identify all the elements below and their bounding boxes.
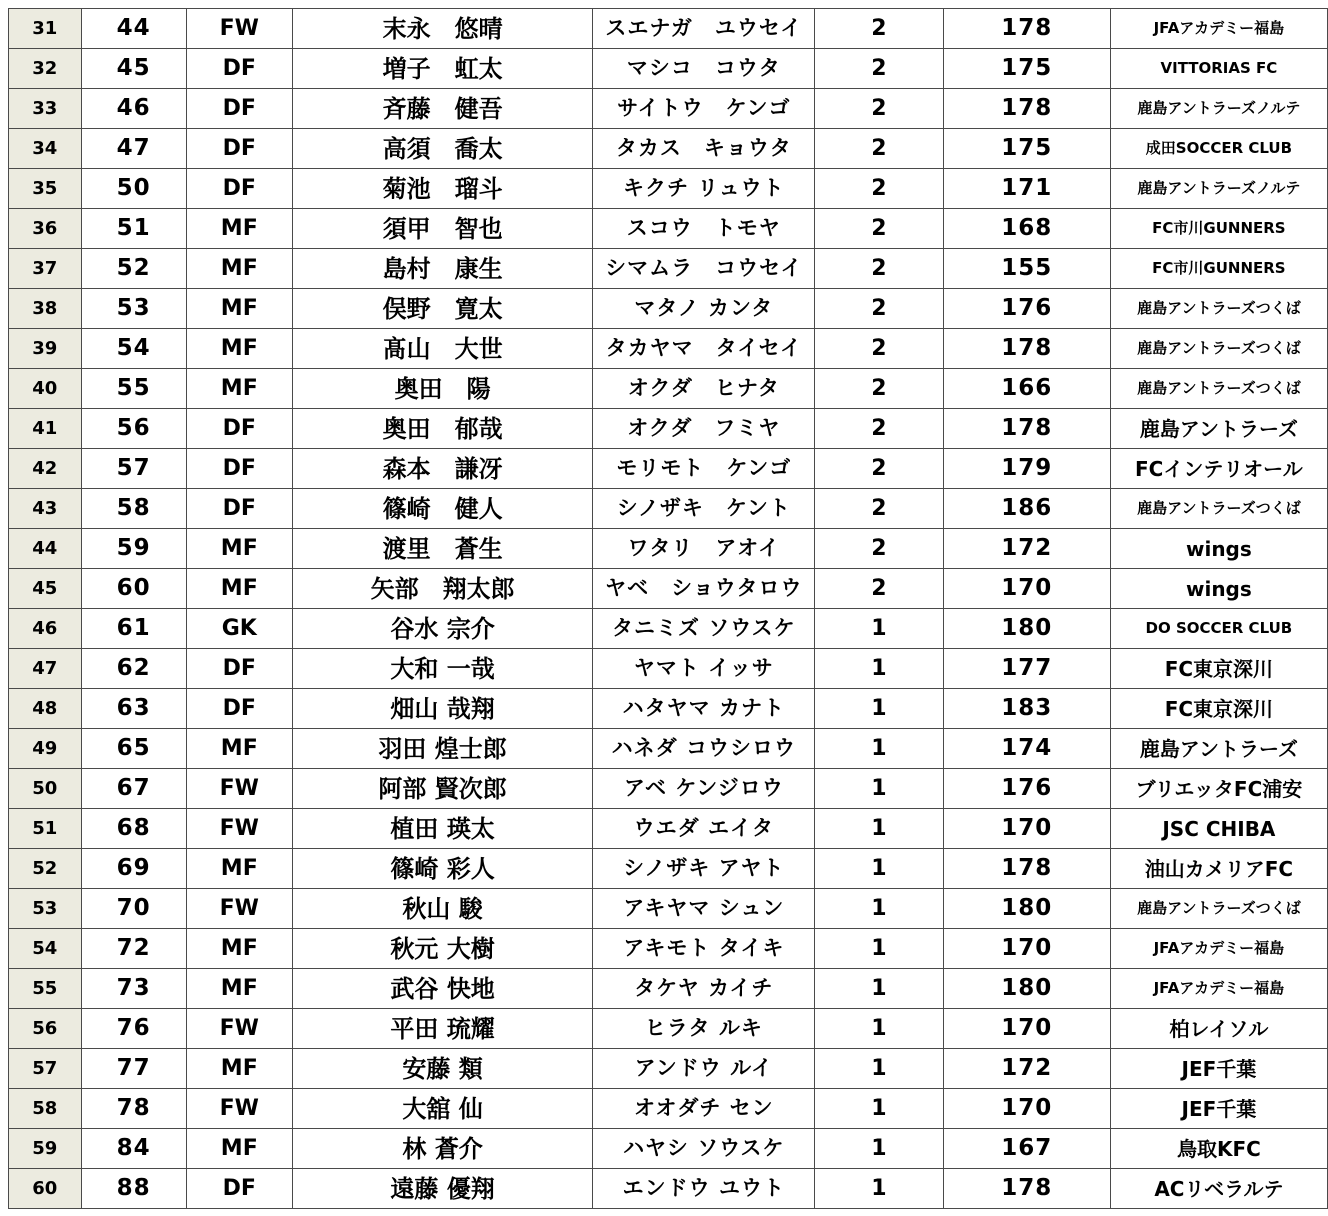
jersey-number: 51 [81, 209, 186, 249]
grade: 2 [815, 289, 944, 329]
row-index: 36 [9, 209, 82, 249]
table-row [9, 409, 1328, 449]
player-name-kana: アキモト タイキ [593, 929, 815, 969]
player-name-kana: マシコ コウタ [593, 49, 815, 89]
jersey-number: 52 [81, 249, 186, 289]
former-club: JEF千葉 [1110, 1049, 1327, 1089]
player-name-kana: ワタリ アオイ [593, 529, 815, 569]
table-row [9, 609, 1328, 649]
table-row [9, 929, 1328, 969]
player-name: 斉藤 健吾 [292, 89, 593, 129]
grade: 1 [815, 609, 944, 649]
player-name-kana: アキヤマ シュン [593, 889, 815, 929]
height: 186 [943, 489, 1110, 529]
player-name-kana: シマムラ コウセイ [593, 249, 815, 289]
player-name-kana: オオダチ セン [593, 1089, 815, 1129]
height: 170 [943, 1009, 1110, 1049]
roster-body [9, 9, 1328, 1209]
grade: 2 [815, 489, 944, 529]
player-name: 植田 瑛太 [292, 809, 593, 849]
row-index: 41 [9, 409, 82, 449]
jersey-number: 62 [81, 649, 186, 689]
player-name-kana: シノザキ ケント [593, 489, 815, 529]
table-row [9, 89, 1328, 129]
player-name: 谷水 宗介 [292, 609, 593, 649]
grade: 2 [815, 329, 944, 369]
player-name-kana: オクダ フミヤ [593, 409, 815, 449]
jersey-number: 77 [81, 1049, 186, 1089]
height: 175 [943, 129, 1110, 169]
table-row [9, 969, 1328, 1009]
former-club: FC市川GUNNERS [1110, 209, 1327, 249]
height: 177 [943, 649, 1110, 689]
position: MF [186, 849, 292, 889]
table-row [9, 449, 1328, 489]
table-row [9, 889, 1328, 929]
former-club: 鹿島アントラーズノルテ [1110, 89, 1327, 129]
player-name: 髙山 大世 [292, 329, 593, 369]
height: 178 [943, 329, 1110, 369]
jersey-number: 54 [81, 329, 186, 369]
row-index: 32 [9, 49, 82, 89]
position: MF [186, 289, 292, 329]
player-name: 安藤 類 [292, 1049, 593, 1089]
table-row [9, 129, 1328, 169]
row-index: 45 [9, 569, 82, 609]
row-index: 49 [9, 729, 82, 769]
player-name: 須甲 智也 [292, 209, 593, 249]
row-index: 47 [9, 649, 82, 689]
table-row [9, 289, 1328, 329]
grade: 1 [815, 809, 944, 849]
player-name-kana: ハヤシ ソウスケ [593, 1129, 815, 1169]
table-row [9, 369, 1328, 409]
grade: 2 [815, 249, 944, 289]
jersey-number: 84 [81, 1129, 186, 1169]
former-club: FC東京深川 [1110, 649, 1327, 689]
former-club: FCインテリオール [1110, 449, 1327, 489]
former-club: 鹿島アントラーズつくば [1110, 369, 1327, 409]
row-index: 33 [9, 89, 82, 129]
former-club: 鹿島アントラーズつくば [1110, 889, 1327, 929]
player-name-kana: アベ ケンジロウ [593, 769, 815, 809]
height: 176 [943, 769, 1110, 809]
former-club: 鹿島アントラーズ [1110, 729, 1327, 769]
row-index: 59 [9, 1129, 82, 1169]
position: MF [186, 569, 292, 609]
position: DF [186, 1169, 292, 1209]
grade: 1 [815, 849, 944, 889]
jersey-number: 56 [81, 409, 186, 449]
position: MF [186, 1049, 292, 1089]
position: DF [186, 169, 292, 209]
height: 178 [943, 849, 1110, 889]
position: GK [186, 609, 292, 649]
jersey-number: 53 [81, 289, 186, 329]
jersey-number: 70 [81, 889, 186, 929]
jersey-number: 45 [81, 49, 186, 89]
player-name-kana: ヒラタ ルキ [593, 1009, 815, 1049]
jersey-number: 88 [81, 1169, 186, 1209]
player-name-kana: タニミズ ソウスケ [593, 609, 815, 649]
grade: 1 [815, 889, 944, 929]
table-row [9, 849, 1328, 889]
height: 155 [943, 249, 1110, 289]
jersey-number: 67 [81, 769, 186, 809]
former-club: 鳥取KFC [1110, 1129, 1327, 1169]
row-index: 37 [9, 249, 82, 289]
player-name: 末永 悠晴 [292, 9, 593, 49]
player-name: 篠崎 彩人 [292, 849, 593, 889]
player-name: 渡里 蒼生 [292, 529, 593, 569]
height: 170 [943, 809, 1110, 849]
row-index: 58 [9, 1089, 82, 1129]
grade: 1 [815, 649, 944, 689]
table-row [9, 169, 1328, 209]
grade: 1 [815, 729, 944, 769]
player-name: 島村 康生 [292, 249, 593, 289]
table-row [9, 489, 1328, 529]
position: MF [186, 529, 292, 569]
height: 176 [943, 289, 1110, 329]
former-club: JFAアカデミー福島 [1110, 929, 1327, 969]
player-name: 武谷 快地 [292, 969, 593, 1009]
grade: 2 [815, 169, 944, 209]
table-row [9, 9, 1328, 49]
row-index: 40 [9, 369, 82, 409]
player-name-kana: ウエダ エイタ [593, 809, 815, 849]
player-name: 増子 虹太 [292, 49, 593, 89]
height: 168 [943, 209, 1110, 249]
table-row [9, 689, 1328, 729]
row-index: 46 [9, 609, 82, 649]
table-row [9, 329, 1328, 369]
row-index: 50 [9, 769, 82, 809]
player-name-kana: ヤマト イッサ [593, 649, 815, 689]
jersey-number: 60 [81, 569, 186, 609]
position: DF [186, 649, 292, 689]
grade: 1 [815, 969, 944, 1009]
former-club: wings [1110, 529, 1327, 569]
jersey-number: 47 [81, 129, 186, 169]
table-row [9, 49, 1328, 89]
player-name: 大舘 仙 [292, 1089, 593, 1129]
height: 172 [943, 529, 1110, 569]
jersey-number: 68 [81, 809, 186, 849]
row-index: 57 [9, 1049, 82, 1089]
player-name: 秋山 駿 [292, 889, 593, 929]
player-name-kana: ヤベ ショウタロウ [593, 569, 815, 609]
row-index: 44 [9, 529, 82, 569]
table-row [9, 769, 1328, 809]
player-name-kana: スエナガ ユウセイ [593, 9, 815, 49]
position: MF [186, 1129, 292, 1169]
jersey-number: 69 [81, 849, 186, 889]
height: 179 [943, 449, 1110, 489]
player-name-kana: タケヤ カイチ [593, 969, 815, 1009]
height: 174 [943, 729, 1110, 769]
position: DF [186, 49, 292, 89]
player-name: 平田 琉耀 [292, 1009, 593, 1049]
row-index: 35 [9, 169, 82, 209]
row-index: 56 [9, 1009, 82, 1049]
player-name: 奥田 郁哉 [292, 409, 593, 449]
table-row [9, 649, 1328, 689]
row-index: 54 [9, 929, 82, 969]
grade: 1 [815, 1129, 944, 1169]
table-row [9, 1169, 1328, 1209]
player-name-kana: シノザキ アヤト [593, 849, 815, 889]
grade: 1 [815, 1009, 944, 1049]
position: FW [186, 1009, 292, 1049]
jersey-number: 63 [81, 689, 186, 729]
height: 178 [943, 89, 1110, 129]
position: DF [186, 489, 292, 529]
player-name-kana: タカヤマ タイセイ [593, 329, 815, 369]
player-name: 高須 喬太 [292, 129, 593, 169]
row-index: 38 [9, 289, 82, 329]
grade: 2 [815, 49, 944, 89]
former-club: JFAアカデミー福島 [1110, 969, 1327, 1009]
height: 180 [943, 889, 1110, 929]
grade: 1 [815, 769, 944, 809]
grade: 2 [815, 529, 944, 569]
position: DF [186, 129, 292, 169]
position: MF [186, 249, 292, 289]
position: MF [186, 329, 292, 369]
row-index: 42 [9, 449, 82, 489]
height: 170 [943, 569, 1110, 609]
former-club: DO SOCCER CLUB [1110, 609, 1327, 649]
player-name: 篠崎 健人 [292, 489, 593, 529]
grade: 2 [815, 409, 944, 449]
player-name-kana: ハタヤマ カナト [593, 689, 815, 729]
table-row [9, 809, 1328, 849]
jersey-number: 50 [81, 169, 186, 209]
row-index: 55 [9, 969, 82, 1009]
former-club: 鹿島アントラーズつくば [1110, 289, 1327, 329]
player-name-kana: マタノ カンタ [593, 289, 815, 329]
former-club: JFAアカデミー福島 [1110, 9, 1327, 49]
grade: 1 [815, 689, 944, 729]
position: MF [186, 969, 292, 1009]
player-name-kana: キクチ リュウト [593, 169, 815, 209]
grade: 2 [815, 9, 944, 49]
position: MF [186, 729, 292, 769]
height: 180 [943, 609, 1110, 649]
position: DF [186, 689, 292, 729]
former-club: 柏レイソル [1110, 1009, 1327, 1049]
player-name: 秋元 大樹 [292, 929, 593, 969]
jersey-number: 78 [81, 1089, 186, 1129]
player-name: 阿部 賢次郎 [292, 769, 593, 809]
position: MF [186, 929, 292, 969]
height: 178 [943, 9, 1110, 49]
player-name: 羽田 煌士郎 [292, 729, 593, 769]
row-index: 52 [9, 849, 82, 889]
grade: 1 [815, 929, 944, 969]
height: 180 [943, 969, 1110, 1009]
player-name: 奥田 陽 [292, 369, 593, 409]
jersey-number: 73 [81, 969, 186, 1009]
row-index: 53 [9, 889, 82, 929]
jersey-number: 72 [81, 929, 186, 969]
former-club: JEF千葉 [1110, 1089, 1327, 1129]
player-name: 畑山 哉翔 [292, 689, 593, 729]
position: DF [186, 449, 292, 489]
player-name: 矢部 翔太郎 [292, 569, 593, 609]
player-name-kana: モリモト ケンゴ [593, 449, 815, 489]
height: 172 [943, 1049, 1110, 1089]
jersey-number: 76 [81, 1009, 186, 1049]
former-club: ブリエッタFC浦安 [1110, 769, 1327, 809]
table-row [9, 729, 1328, 769]
player-name: 遠藤 優翔 [292, 1169, 593, 1209]
player-name-kana: エンドウ ユウト [593, 1169, 815, 1209]
former-club: 鹿島アントラーズ [1110, 409, 1327, 449]
player-name: 俣野 寛太 [292, 289, 593, 329]
grade: 2 [815, 89, 944, 129]
row-index: 51 [9, 809, 82, 849]
grade: 1 [815, 1169, 944, 1209]
player-name-kana: オクダ ヒナタ [593, 369, 815, 409]
position: DF [186, 409, 292, 449]
grade: 1 [815, 1089, 944, 1129]
jersey-number: 55 [81, 369, 186, 409]
roster-table [8, 8, 1328, 1209]
player-name-kana: スコウ トモヤ [593, 209, 815, 249]
row-index: 48 [9, 689, 82, 729]
table-row [9, 569, 1328, 609]
player-name: 大和 一哉 [292, 649, 593, 689]
height: 183 [943, 689, 1110, 729]
table-row [9, 529, 1328, 569]
row-index: 43 [9, 489, 82, 529]
row-index: 34 [9, 129, 82, 169]
position: FW [186, 1089, 292, 1129]
table-row [9, 249, 1328, 289]
height: 178 [943, 409, 1110, 449]
grade: 1 [815, 1049, 944, 1089]
jersey-number: 58 [81, 489, 186, 529]
player-name: 森本 謙冴 [292, 449, 593, 489]
player-name-kana: アンドウ ルイ [593, 1049, 815, 1089]
grade: 2 [815, 449, 944, 489]
player-name: 林 蒼介 [292, 1129, 593, 1169]
former-club: 油山カメリアFC [1110, 849, 1327, 889]
former-club: wings [1110, 569, 1327, 609]
height: 167 [943, 1129, 1110, 1169]
row-index: 60 [9, 1169, 82, 1209]
height: 166 [943, 369, 1110, 409]
grade: 2 [815, 369, 944, 409]
height: 171 [943, 169, 1110, 209]
table-row [9, 1049, 1328, 1089]
position: MF [186, 369, 292, 409]
table-row [9, 1129, 1328, 1169]
jersey-number: 61 [81, 609, 186, 649]
height: 178 [943, 1169, 1110, 1209]
jersey-number: 59 [81, 529, 186, 569]
table-row [9, 1089, 1328, 1129]
grade: 2 [815, 569, 944, 609]
former-club: 成田SOCCER CLUB [1110, 129, 1327, 169]
former-club: JSC CHIBA [1110, 809, 1327, 849]
height: 175 [943, 49, 1110, 89]
position: FW [186, 769, 292, 809]
player-name-kana: ハネダ コウシロウ [593, 729, 815, 769]
height: 170 [943, 929, 1110, 969]
position: FW [186, 809, 292, 849]
table-row [9, 1009, 1328, 1049]
position: DF [186, 89, 292, 129]
jersey-number: 46 [81, 89, 186, 129]
jersey-number: 57 [81, 449, 186, 489]
former-club: FC東京深川 [1110, 689, 1327, 729]
former-club: ACリベラルテ [1110, 1169, 1327, 1209]
table-row [9, 209, 1328, 249]
position: FW [186, 9, 292, 49]
former-club: VITTORIAS FC [1110, 49, 1327, 89]
player-name: 菊池 瑠斗 [292, 169, 593, 209]
jersey-number: 65 [81, 729, 186, 769]
former-club: FC市川GUNNERS [1110, 249, 1327, 289]
row-index: 31 [9, 9, 82, 49]
former-club: 鹿島アントラーズノルテ [1110, 169, 1327, 209]
player-name-kana: タカス キョウタ [593, 129, 815, 169]
grade: 2 [815, 129, 944, 169]
former-club: 鹿島アントラーズつくば [1110, 489, 1327, 529]
row-index: 39 [9, 329, 82, 369]
position: FW [186, 889, 292, 929]
former-club: 鹿島アントラーズつくば [1110, 329, 1327, 369]
player-name-kana: サイトウ ケンゴ [593, 89, 815, 129]
jersey-number: 44 [81, 9, 186, 49]
height: 170 [943, 1089, 1110, 1129]
grade: 2 [815, 209, 944, 249]
position: MF [186, 209, 292, 249]
